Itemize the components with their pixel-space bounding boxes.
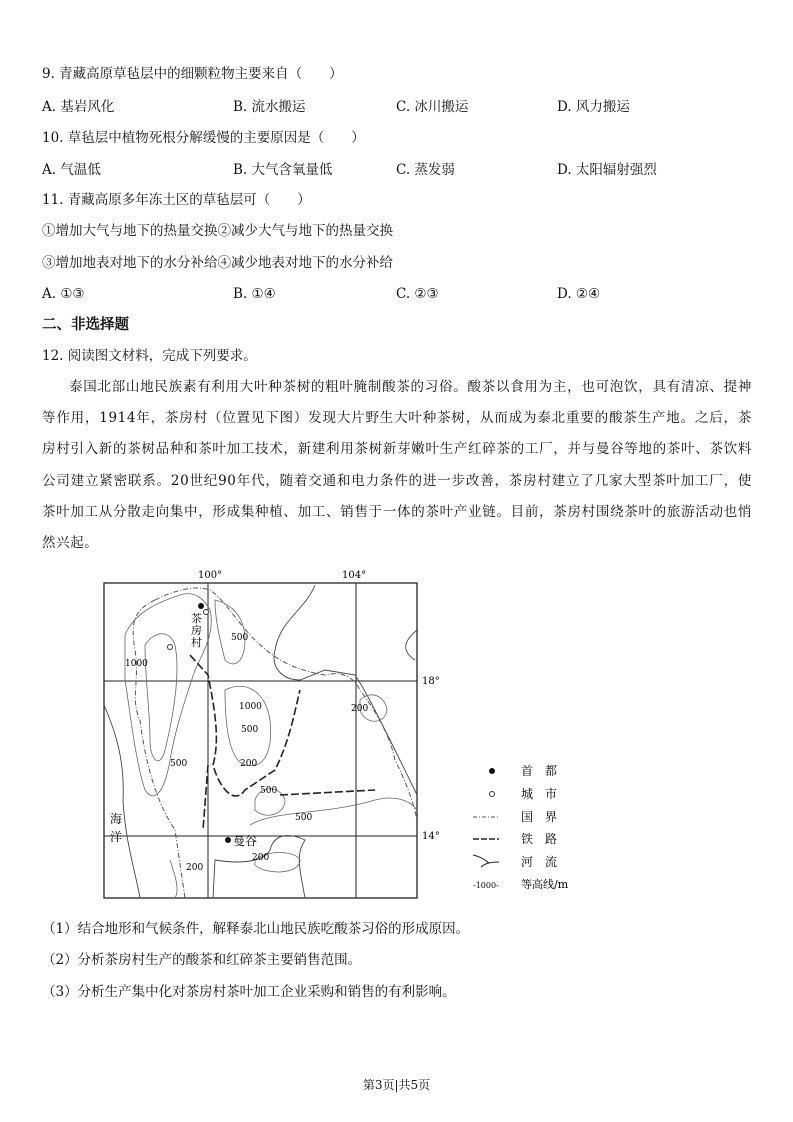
lat-label: 14°: [422, 831, 440, 842]
city-icon: [168, 645, 173, 650]
contour-label: 500: [241, 725, 259, 735]
capital-icon: [489, 768, 495, 774]
q11-option-c: C. ②③: [396, 286, 439, 302]
contour-label: 1000: [239, 702, 262, 712]
q9-option-d: D. 风力搬运: [557, 99, 630, 115]
lon-label: 100°: [198, 570, 223, 581]
q10-option-b: B. 大气含氧量低: [233, 162, 333, 178]
q12-sub-1: （1）结合地形和气候条件，解释泰北山地民族吃酸茶习俗的形成原因。: [42, 921, 470, 937]
q10-option-d: D. 太阳辐射强烈: [557, 162, 657, 178]
contour-label: 200: [240, 759, 258, 769]
contour-label: 500: [260, 786, 278, 796]
contour-label: 200: [186, 863, 204, 873]
map-legend: [473, 763, 569, 891]
contour-symbol: -1000-: [473, 881, 499, 890]
capital-label: 曼谷: [233, 834, 258, 848]
thailand-map: [95, 560, 575, 905]
village-label: 茶房村: [191, 612, 202, 649]
sea-label: 海洋: [110, 812, 123, 844]
q10-option-c: C. 蒸发弱: [396, 162, 455, 178]
q9-option-a: A. 基岩风化: [42, 99, 115, 115]
legend-label: 城 市: [521, 787, 558, 801]
contour-label: 500: [295, 813, 313, 823]
q11-statements-1: ①增加大气与地下的热量交换②减少大气与地下的热量交换: [42, 223, 393, 239]
q10-stem: 10. 草毡层中植物死根分解缓慢的主要原因是（ ）: [42, 130, 365, 146]
q9-stem: 9. 青藏高原草毡层中的细颗粒物主要来自（ ）: [42, 66, 343, 82]
city-icon: [204, 610, 209, 615]
contour-label: 500: [231, 633, 249, 643]
contour-label: 500: [170, 759, 188, 769]
q9-option-b: B. 流水搬运: [233, 99, 306, 115]
q11-statements-2: ③增加地表对地下的水分补给④减少地表对地下的水分补给: [42, 255, 393, 271]
section-heading: 二、非选择题: [42, 317, 129, 333]
contour-label: 200: [351, 704, 369, 714]
lon-label: 104°: [342, 570, 367, 581]
contour-lines: [125, 594, 417, 898]
legend-label: 国 界: [521, 810, 558, 824]
q12-stem: 12. 阅读图文材料，完成下列要求。: [42, 348, 257, 364]
contour-label: 1000: [125, 659, 148, 669]
q11-stem: 11. 青藏高原多年冻土区的草毡层可（ ）: [42, 192, 311, 208]
q12-sub-2: （2）分析茶房村生产的酸茶和红碎茶主要销售范围。: [42, 952, 362, 968]
q10-option-a: A. 气温低: [42, 162, 101, 178]
legend-label: 河 流: [521, 855, 558, 869]
page-footer: 第3页|共5页: [362, 1078, 431, 1092]
legend-label: 铁 路: [521, 832, 558, 846]
coastline-and-rivers: [104, 585, 417, 898]
q11-option-b: B. ①④: [233, 286, 276, 302]
q9-option-c: C. 冰川搬运: [396, 99, 469, 115]
map-frame: [104, 583, 417, 898]
city-icon: [198, 603, 204, 609]
capital-icon: [225, 837, 231, 843]
river-line-icon: [473, 855, 499, 867]
q12-sub-3: （3）分析生产集中化对茶房村茶叶加工企业采购和销售的有利影响。: [42, 984, 456, 1000]
lat-label: 18°: [422, 676, 440, 687]
q12-passage: 泰国北部山地民族素有利用大叶种茶树的粗叶腌制酸茶的习俗。酸茶以食用为主，也可泡饮，具有清凉、提神等作用，1914年，茶房村（位置见下图）发现大片野生大叶种茶树，从而成为泰北重要的酸茶生产地。之后，茶房村引入新的茶树品种和茶叶加工技术，新建利用茶树新芽嫩叶生产红碎茶的工厂，并与曼谷等地的茶叶、茶饮料公司建立紧密联系。20世纪90年代，随着交通和电力条件的进一步改善，茶房村建立了几家大型茶叶加工厂，使茶叶加工从分散走向集中，形成集种植、加工、销售于一体的茶叶产业链。目前，茶房村围绕茶叶的旅游活动也悄然兴起。: [42, 379, 752, 552]
legend-label: 等高线/m: [521, 878, 569, 891]
contour-label: 200: [252, 853, 270, 863]
city-icon: [490, 792, 495, 797]
national-border: [133, 588, 417, 898]
legend-label: 首 都: [521, 764, 558, 778]
q11-option-a: A. ①③: [42, 286, 85, 302]
q11-option-d: D. ②④: [557, 286, 601, 302]
